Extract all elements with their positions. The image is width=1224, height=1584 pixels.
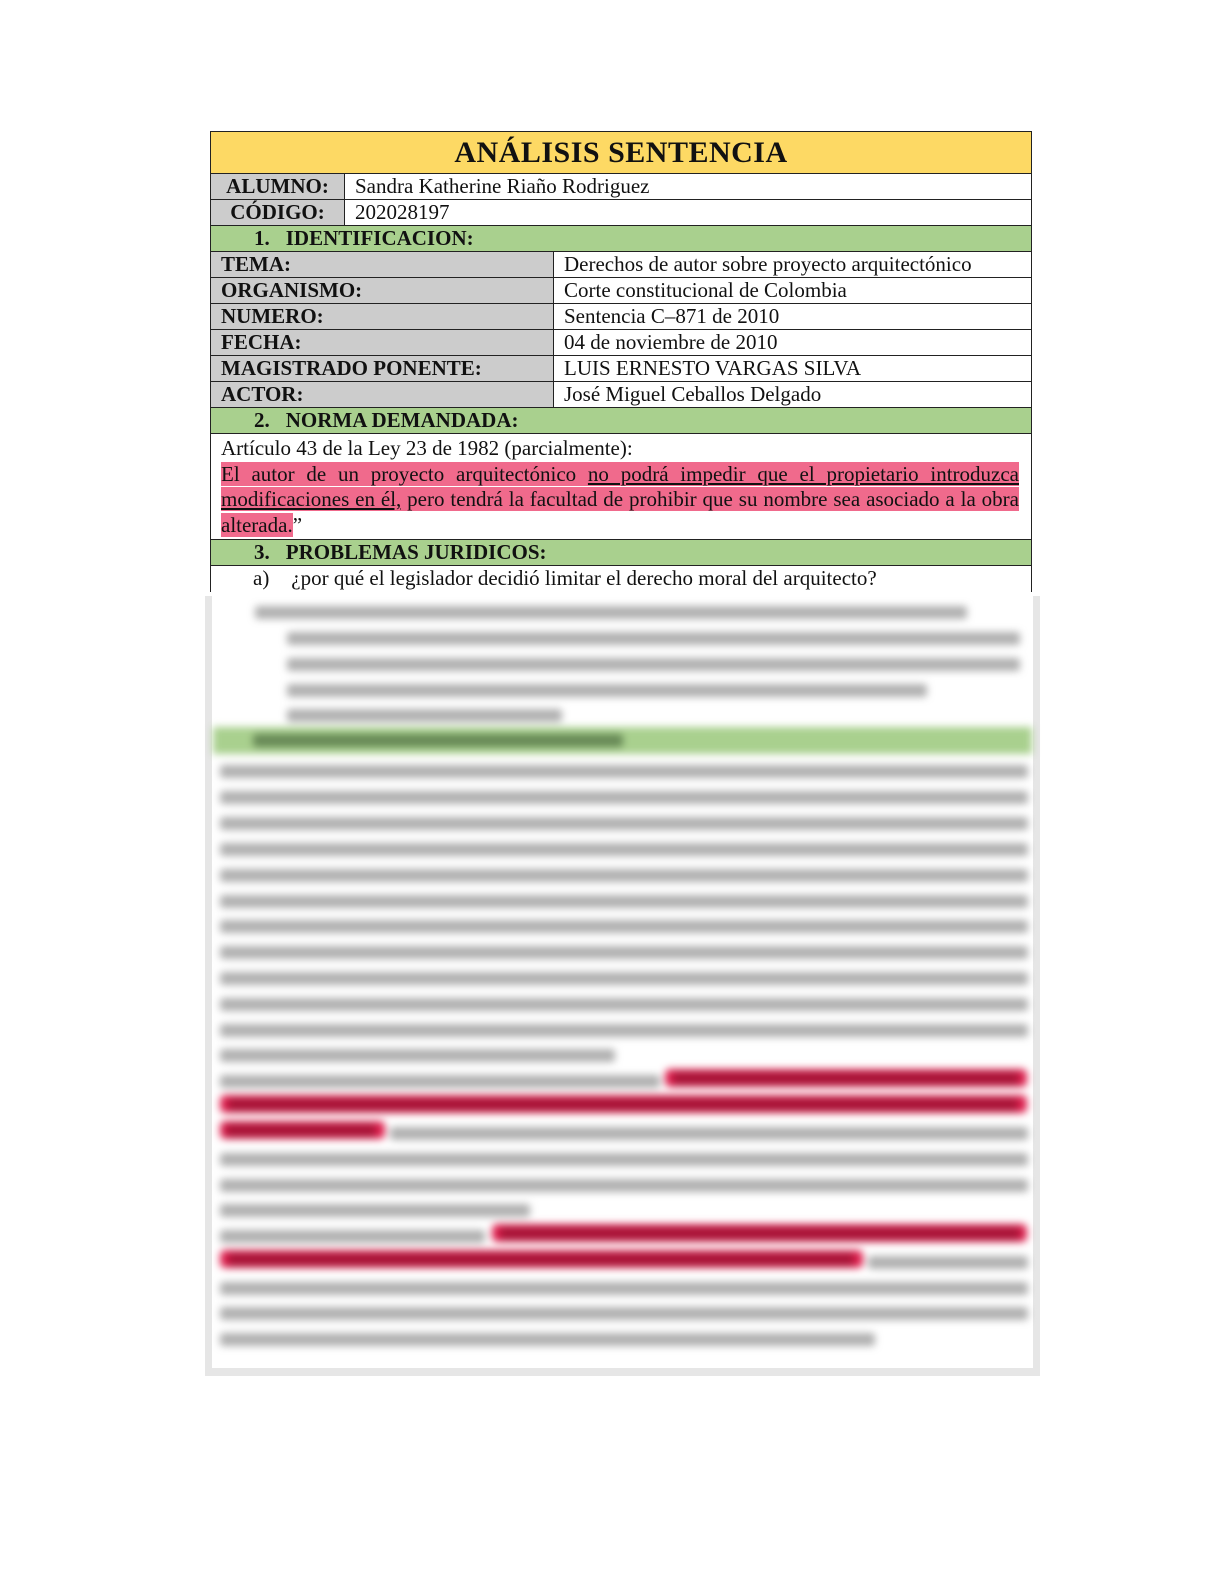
blurred-line — [220, 1024, 1028, 1037]
problem-item — [210, 566, 1032, 592]
blurred-line — [287, 684, 927, 697]
blurred-line — [228, 1253, 854, 1266]
blurred-highlight — [665, 1069, 1027, 1087]
blurred-line — [220, 869, 1028, 882]
blurred-line — [220, 1307, 1028, 1320]
section-problemas-juridicos — [210, 540, 1032, 566]
blurred-highlight — [220, 1250, 863, 1268]
blurred-line — [220, 1230, 485, 1243]
identification-row — [210, 304, 1032, 330]
norma-quote — [221, 462, 1019, 539]
blurred-line — [868, 1256, 1028, 1269]
blurred-highlight — [220, 1121, 385, 1139]
blurred-highlight — [220, 1095, 1027, 1113]
analysis-form — [210, 131, 1032, 592]
blurred-line — [287, 658, 1020, 671]
problem-letter: a) — [253, 566, 270, 590]
blurred-line — [226, 1124, 376, 1137]
actor-label: ACTOR: — [211, 382, 554, 407]
blurred-line — [220, 1333, 875, 1346]
blurred-line — [220, 1075, 660, 1088]
blurred-line — [255, 606, 967, 619]
section-identificacion — [210, 226, 1032, 252]
magistrado-value: LUIS ERNESTO VARGAS SILVA — [564, 356, 861, 380]
magistrado-label: MAGISTRADO PONENTE: — [211, 356, 554, 381]
tema-label: TEMA: — [211, 252, 554, 277]
organismo-label: ORGANISMO: — [211, 278, 554, 303]
numero-label: NUMERO: — [211, 304, 554, 329]
blurred-line — [220, 1153, 1028, 1166]
norma-text-block — [210, 434, 1032, 540]
closing-quote: ” — [292, 512, 303, 537]
problem-text: ¿por qué el legislador decidió limitar el derecho moral del arquitecto? — [291, 566, 877, 590]
blurred-line — [287, 632, 1020, 645]
blurred-line — [220, 791, 1028, 804]
document-title: ANÁLISIS SENTENCIA — [454, 135, 788, 169]
actor-value: José Miguel Ceballos Delgado — [564, 382, 822, 406]
identification-row — [210, 252, 1032, 278]
blurred-line — [220, 1179, 1028, 1192]
identification-row — [210, 330, 1032, 356]
blurred-line — [220, 765, 1028, 778]
section-number: 3. — [254, 540, 270, 564]
fecha-label: FECHA: — [211, 330, 554, 355]
code-row — [210, 200, 1032, 226]
blurred-line — [287, 709, 562, 722]
identification-row — [210, 356, 1032, 382]
blurred-line — [220, 817, 1028, 830]
code-label: CÓDIGO: — [211, 200, 345, 225]
blurred-line — [220, 1282, 1028, 1295]
blurred-section-header — [213, 727, 1032, 754]
blurred-line — [673, 1072, 1019, 1085]
section-label: NORMA DEMANDADA: — [285, 408, 519, 432]
section-label: PROBLEMAS JURIDICOS: — [285, 540, 547, 564]
code-value: 202028197 — [355, 200, 450, 224]
title-bar — [210, 131, 1032, 174]
blurred-highlight — [492, 1224, 1027, 1242]
numero-value: Sentencia C–871 de 2010 — [564, 304, 780, 328]
blurred-line — [390, 1127, 1028, 1140]
blurred-line — [220, 920, 1028, 933]
organismo-value: Corte constitucional de Colombia — [564, 278, 847, 302]
blurred-line — [500, 1227, 1020, 1240]
highlighted-text: El autor de un proyecto arquitectónico — [221, 461, 588, 486]
fecha-value: 04 de noviembre de 2010 — [564, 330, 778, 354]
blurred-line — [220, 843, 1028, 856]
blurred-line — [220, 946, 1028, 959]
section-norma-demandada — [210, 408, 1032, 434]
blurred-line — [220, 895, 1028, 908]
student-value: Sandra Katherine Riaño Rodriguez — [355, 174, 650, 198]
blurred-line — [220, 1204, 530, 1217]
section-label: IDENTIFICACION: — [285, 226, 474, 250]
student-label: ALUMNO: — [211, 174, 345, 199]
identification-row — [210, 278, 1032, 304]
highlighted-text: pero tendrá la facultad de prohibir que su nombre sea asociado a la obra alterada. — [221, 487, 1019, 537]
tema-value: Derechos de autor sobre proyecto arquitectónico — [564, 252, 972, 276]
blurred-section-title — [253, 734, 623, 747]
identification-row — [210, 382, 1032, 408]
norma-intro: Artículo 43 de la Ley 23 de 1982 (parcialmente): — [221, 436, 633, 460]
blurred-line — [228, 1098, 1018, 1111]
underlined-highlighted-text: no podrá impedir que el propietario introduzca modificaciones en él, — [221, 461, 1019, 511]
blurred-line — [220, 998, 1028, 1011]
blurred-line — [220, 972, 1028, 985]
section-number: 1. — [254, 226, 270, 250]
section-number: 2. — [254, 408, 270, 432]
blurred-line — [220, 1049, 615, 1062]
student-row — [210, 174, 1032, 200]
